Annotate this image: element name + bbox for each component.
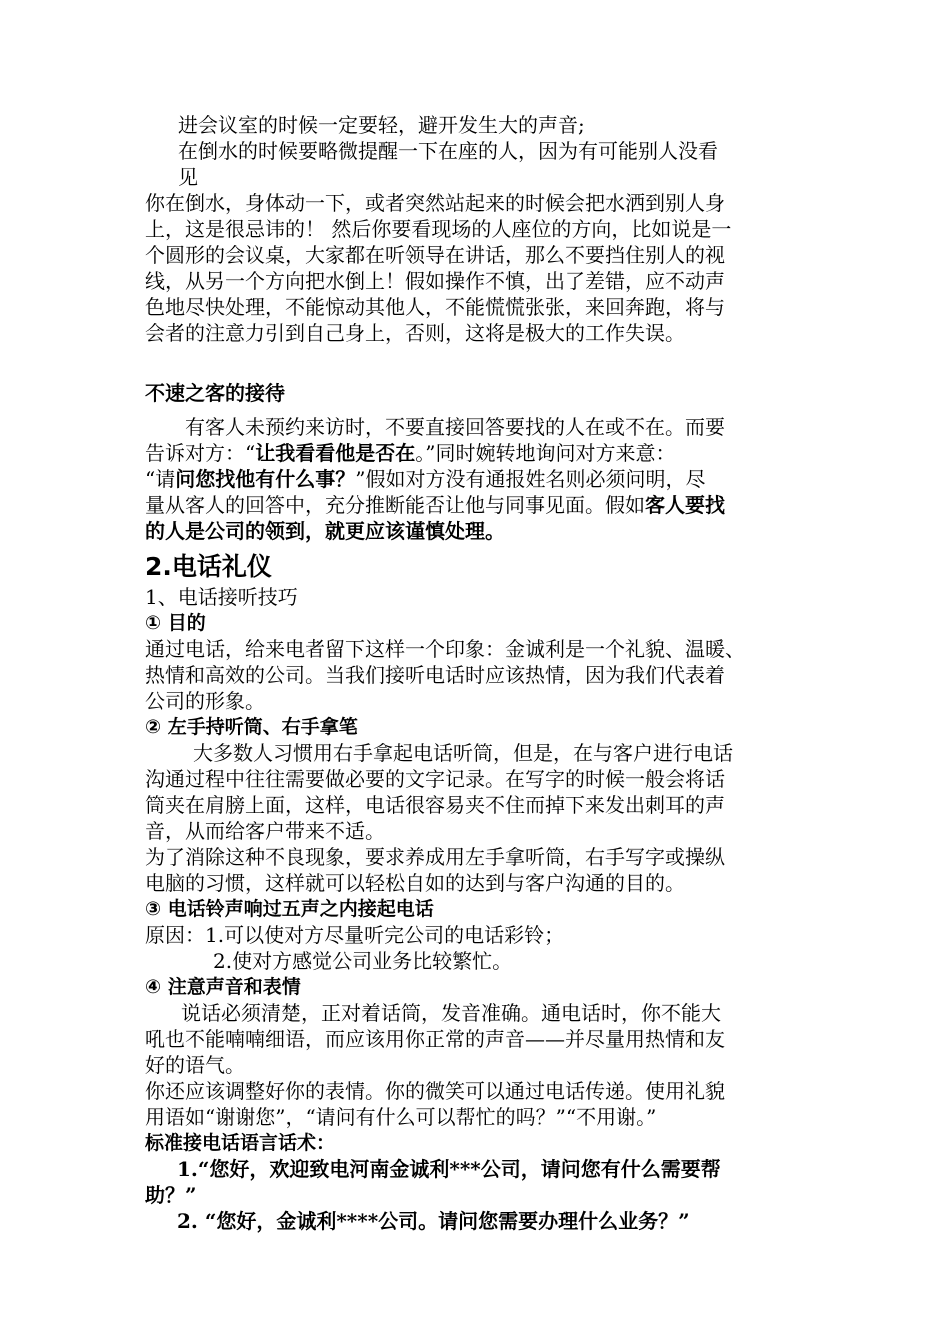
- document-page: [145, 112, 815, 1234]
- point-2-line-2: 沟通过程中往往需要做必要的文字记录。在写字的时候一般会将话: [145, 767, 725, 791]
- point-3-line-2: 2.使对方感觉公司业务比较繁忙。: [213, 949, 513, 973]
- visitor-heading: 不速之客的接待: [145, 381, 285, 405]
- visitor-line-4a: 量从客人的回答中，充分推断能否让他与同事见面。假如: [145, 493, 645, 517]
- point-4-line-4: 你还应该调整好你的表情。你的微笑可以通过电话传递。使用礼貌: [145, 1079, 725, 1103]
- script-1-line-2: 助？”: [145, 1183, 197, 1207]
- visitor-line-3-bold: 问您找他有什么事？: [175, 467, 356, 491]
- visitor-line-2c: 。”同时婉转地询问对方来意：: [415, 441, 676, 465]
- intro-line-7: 线，从另一个方向把水倒上！假如操作不慎，出了差错，应不动声: [145, 269, 725, 293]
- point-1-line-2: 热情和高效的公司。当我们接听电话时应该热情，因为我们代表着: [145, 663, 725, 687]
- script-1-line-1: 1.“您好，欢迎致电河南金诚利***公司，请问您有什么需要帮: [177, 1157, 721, 1181]
- visitor-line-3c: ”假如对方没有通报姓名则必须问明，尽: [355, 467, 706, 491]
- point-2-line-5: 为了消除这种不良现象，要求养成用左手拿听筒，右手写字或操纵: [145, 845, 725, 869]
- point-4-title: ④ 注意声音和表情: [145, 976, 301, 998]
- point-2-title: ② 左手持听筒、右手拿笔: [145, 716, 358, 738]
- intro-line-3: 见: [178, 165, 198, 189]
- standard-script-title: 标准接电话语言话术：: [145, 1132, 336, 1154]
- visitor-line-3: [145, 466, 815, 492]
- point-3-line-1: 原因：1.可以使对方尽量听完公司的电话彩铃；: [145, 923, 565, 947]
- point-2-line-4: 音，从而给客户带来不适。: [145, 819, 385, 843]
- point-2-line-3: 筒夹在肩膀上面，这样，电话很容易夹不住而掉下来发出刺耳的声: [145, 793, 725, 817]
- section-heading-phone: 2.电话礼仪: [145, 552, 272, 581]
- script-2-line-1: 2. “您好，金诚利****公司。请问您需要办理什么业务？”: [177, 1209, 690, 1233]
- intro-line-4: 你在倒水，身体动一下，或者突然站起来的时候会把水洒到别人身: [145, 191, 725, 215]
- point-4-line-5: 用语如“谢谢您”，“请问有什么可以帮忙的吗？”“不用谢。”: [145, 1105, 657, 1129]
- point-2-line-1: 大多数人习惯用右手拿起电话听筒，但是，在与客户进行电话: [193, 741, 733, 765]
- visitor-line-2a: 告诉对方：“: [145, 441, 256, 465]
- point-1-title: ① 目的: [145, 612, 206, 634]
- point-2-line-6: 电脑的习惯，这样就可以轻松自如的达到与客户沟通的目的。: [145, 871, 685, 895]
- visitor-line-3a: “请: [145, 467, 176, 491]
- phone-subheading: 1、电话接听技巧: [145, 585, 298, 609]
- visitor-line-2-bold: 让我看看他是否在: [255, 441, 416, 465]
- point-1-line-1: 通过电话，给来电者留下这样一个印象：金诚利是一个礼貌、温暖、: [145, 637, 745, 661]
- point-3-title: ③ 电话铃声响过五声之内接起电话: [145, 898, 434, 920]
- intro-line-9: 会者的注意力引到自己身上，否则，这将是极大的工作失误。: [145, 321, 685, 345]
- point-4-line-2: 吼也不能喃喃细语，而应该用你正常的声音——并尽量用热情和友: [145, 1027, 725, 1051]
- visitor-line-4: [145, 492, 815, 518]
- intro-line-1: 进会议室的时候一定要轻，避开发生大的声音;: [178, 113, 585, 137]
- intro-line-2: 在倒水的时候要略微提醒一下在座的人，因为有可能别人没看: [178, 139, 718, 163]
- point-1-line-3: 公司的形象。: [145, 689, 265, 713]
- point-4-line-1: 说话必须清楚，正对着话筒，发音准确。通电话时，你不能大: [181, 1001, 721, 1025]
- visitor-line-1: 有客人未预约来访时，不要直接回答要找的人在或不在。而要: [185, 415, 725, 439]
- intro-line-8: 色地尽快处理，不能惊动其他人，不能慌慌张张，来回奔跑，将与: [145, 295, 725, 319]
- intro-line-6: 个圆形的会议桌，大家都在听领导在讲话，那么不要挡住别人的视: [145, 243, 725, 267]
- visitor-line-4-bold: 客人要找: [645, 493, 725, 517]
- point-4-line-3: 好的语气。: [145, 1053, 245, 1077]
- visitor-line-2: [145, 440, 815, 466]
- visitor-line-5: 的人是公司的领到，就更应该谨慎处理。: [145, 519, 505, 543]
- intro-line-5: 上，这是很忌讳的！ 然后你要看现场的人座位的方向，比如说是一: [145, 217, 732, 241]
